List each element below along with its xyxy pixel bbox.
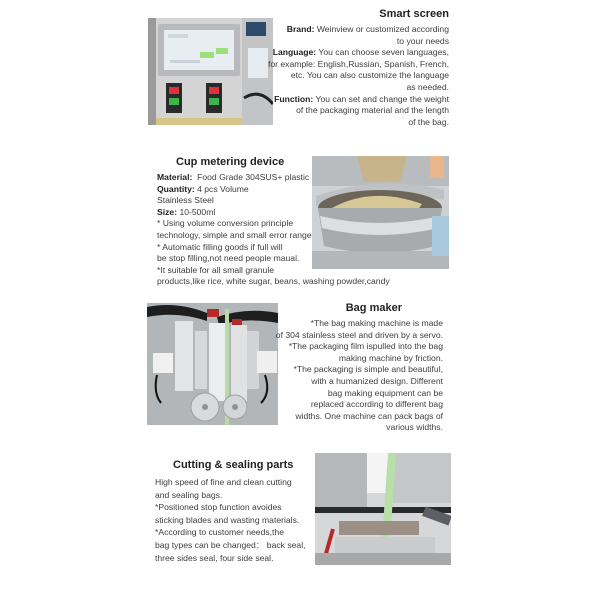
- function-text-3: of the bag.: [408, 116, 449, 127]
- cutting-sealing-title: Cutting & sealing parts: [173, 459, 294, 471]
- bag-maker-line-6: with a humanized design. Different: [311, 375, 443, 386]
- cutting-line-7: three sides seal, four side seal.: [155, 552, 274, 563]
- cup-note-3: * Automatic filling goods if full will: [157, 241, 283, 252]
- bag-maker-line-9: widths. One machine can pack bags of: [295, 410, 443, 421]
- bag-maker-line-2: of 304 stainless steel and driven by a servo.: [275, 329, 443, 340]
- material-value: Food Grade 304SUS+ plastic: [197, 172, 310, 182]
- cup-note-5: *It suitable for all small granule: [157, 264, 275, 275]
- bag-maker-description: [260, 318, 443, 434]
- cutting-line-5: *According to customer needs,the: [155, 527, 284, 538]
- language-text-2: for example: English,Russian, Spanish, French,: [267, 58, 449, 69]
- brand-label: Brand:: [286, 24, 315, 34]
- cup-note-6: products,like rice, white sugar, beans, washing powder,candy: [157, 276, 390, 287]
- cutting-sealing-description: [155, 476, 315, 564]
- cutting-line-4: sticking blades and wasting materials.: [155, 514, 300, 525]
- smart-screen-photo: [148, 18, 273, 125]
- material-label: Material:: [157, 172, 193, 182]
- bag-maker-line-10: various widths.: [386, 422, 443, 433]
- bag-maker-line-8: replaced according to different bag: [310, 399, 443, 410]
- cutting-sealing-photo: [315, 453, 451, 565]
- cup-note-1: * Using volume conversion principle: [157, 218, 294, 229]
- bag-maker-line-1: *The bag making machine is made: [310, 318, 443, 328]
- language-text: You can choose seven languages,: [318, 47, 449, 58]
- language-text-4: as needed.: [406, 81, 449, 92]
- function-text: You can set and change the weight: [315, 93, 449, 104]
- language-label: Language:: [272, 47, 317, 58]
- cup-note-2: technology, simple and small error range: [157, 229, 312, 240]
- cup-metering-photo: [312, 156, 449, 269]
- cup-metering-title: Cup metering device: [176, 156, 285, 168]
- smart-screen-title: Smart screen: [379, 8, 449, 20]
- size-label: Size:: [157, 206, 178, 217]
- language-text-3: etc. You can also customize the language: [290, 70, 449, 81]
- bag-maker-line-3: *The packaging film ispulled into the bag: [288, 341, 443, 352]
- brand-text: Weinview or customized according: [316, 24, 449, 34]
- cutting-line-2: and sealing bags.: [155, 489, 223, 500]
- cutting-line-3: *Positioned stop function avoides: [155, 502, 282, 513]
- quantity-value: 4 pcs Volume: [197, 183, 249, 194]
- brand-text-2: to your needs: [396, 35, 449, 46]
- smart-screen-description: [260, 24, 449, 128]
- bag-maker-line-5: *The packaging is simple and beautiful,: [293, 364, 443, 375]
- quantity-value-2: Stainless Steel: [157, 195, 214, 206]
- bag-maker-title: Bag maker: [345, 302, 402, 314]
- bag-maker-line-7: bag making equipment can be: [327, 387, 443, 398]
- quantity-label: Quantity:: [157, 183, 195, 194]
- cutting-line-1: High speed of fine and clean cutting: [155, 477, 292, 487]
- size-value: 10-500ml: [179, 206, 216, 217]
- cup-note-4: be stop filling,not need people maual.: [157, 253, 300, 264]
- cutting-line-6: bag types can be changed： back seal,: [155, 539, 306, 550]
- function-label: Function:: [274, 93, 314, 104]
- bag-maker-photo: [147, 303, 278, 425]
- bag-maker-line-4: making machine by friction.: [338, 352, 443, 363]
- function-text-2: of the packaging material and the length: [296, 105, 449, 116]
